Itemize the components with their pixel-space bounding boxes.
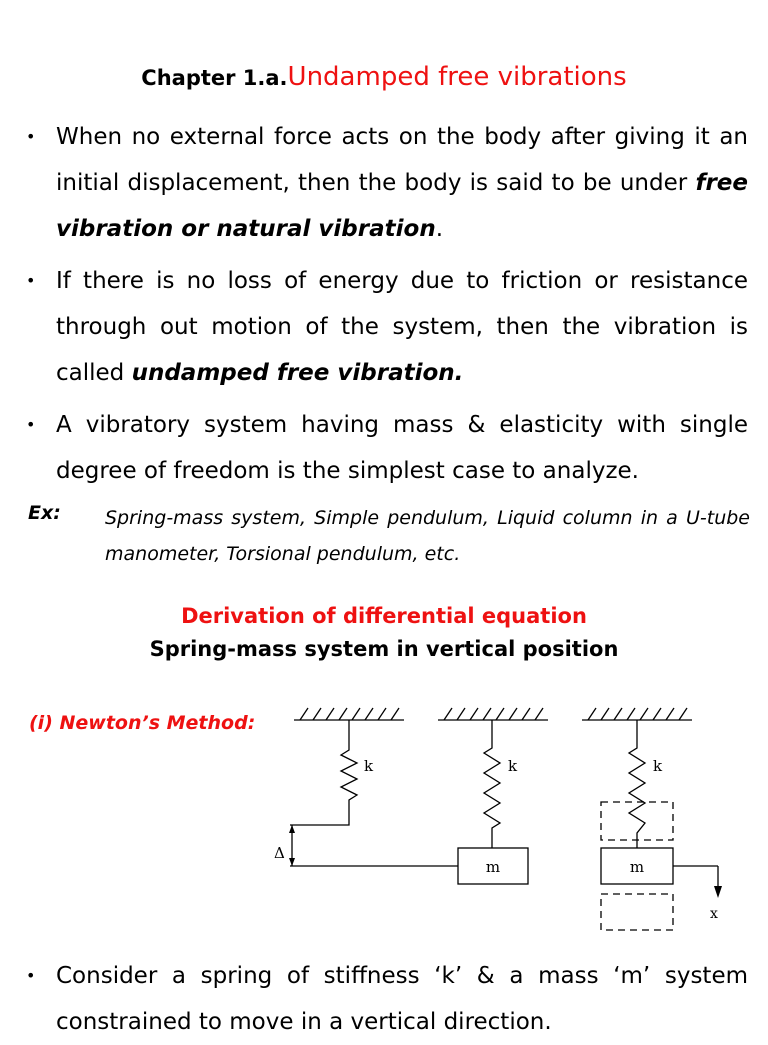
term-undamped-free-vibration: undamped free vibration. xyxy=(131,360,464,386)
spring-2 xyxy=(484,720,500,848)
system-heading: Spring-mass system in vertical position xyxy=(149,637,619,661)
lower-dashed-mass xyxy=(601,894,673,930)
mass-label-2: m xyxy=(485,858,501,876)
bullet-free-vibration: • When no external force acts on the body after giving it an initial displacement, then the body is said to be under free vibration or natural vibration. xyxy=(56,114,748,252)
bullet-undamped: • If there is no loss of energy due to friction or resistance through out motion of the system, then the vibration is called undamped free vibration. xyxy=(56,258,748,396)
displacement-label: x xyxy=(710,906,718,922)
term-free-vibration: free vibration or natural vibration xyxy=(56,170,748,242)
method-label: (i) Newton’s Method: xyxy=(29,712,256,734)
ceiling-support-1 xyxy=(294,708,404,720)
bullet-sdof: • A vibratory system having mass & elasticity with single degree of freedom is the simplest case to analyze. xyxy=(56,402,748,494)
spring-3 xyxy=(629,720,645,848)
spring-1 xyxy=(290,720,357,825)
spring-label-3: k xyxy=(653,757,663,775)
spring-label-1: k xyxy=(364,757,374,775)
chapter-title: Undamped free vibrations xyxy=(287,62,627,92)
deflection-label: Δ xyxy=(274,844,285,862)
mass-label-3: m xyxy=(629,858,645,876)
bullet-consider: • Consider a spring of stiffness ‘k’ & a mass ‘m’ system constrained to move in a vertical direction. xyxy=(56,953,748,1045)
derivation-heading: Derivation of differential equation xyxy=(181,604,587,628)
bullet-dot: • xyxy=(26,966,36,985)
spring-label-2: k xyxy=(508,757,518,775)
ceiling-support-3 xyxy=(582,708,692,720)
example-text: Spring-mass system, Simple pendulum, Liquid column in a U-tube manometer, Torsional pendulum, etc. xyxy=(105,507,750,565)
bullet-dot: • xyxy=(26,415,36,434)
bullet-dot: • xyxy=(26,127,36,146)
example-label: Ex: xyxy=(28,502,61,524)
chapter-prefix: Chapter 1.a. xyxy=(141,66,288,90)
ceiling-support-2 xyxy=(438,708,548,720)
bullet-dot: • xyxy=(26,271,36,290)
